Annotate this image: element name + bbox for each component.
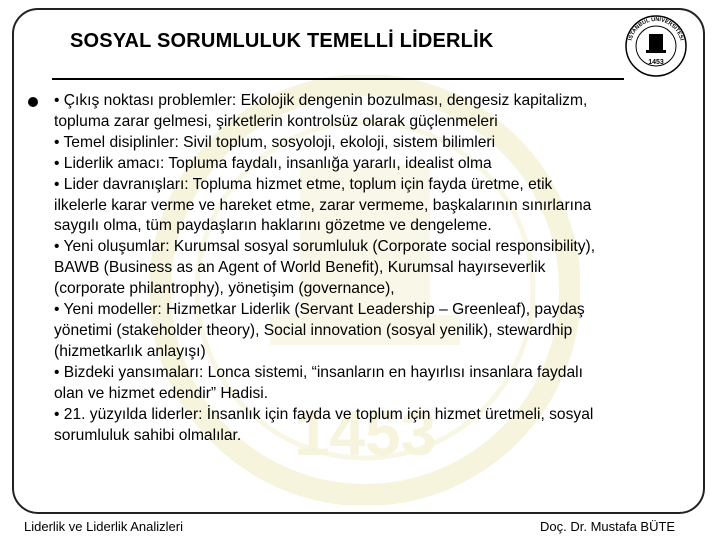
body-line: • 21. yüzyılda liderler: İnsanlık için fayda ve toplum için hizmet üretmeli, sosyal (54, 405, 594, 423)
body-line: • Yeni oluşumlar: Kurumsal sosyal sorumluluk (Corporate social responsibility), (54, 238, 596, 256)
bullet-marker (28, 97, 38, 107)
body-line: olan ve hizmet edendir” Hadisi. (54, 384, 269, 402)
body-line: • Liderlik amacı: Topluma faydalı, insanlığa yararlı, idealist olma (54, 154, 492, 172)
body-line: • Lider davranışları: Topluma hizmet etme, toplum için fayda üretme, etik (54, 175, 553, 193)
title-underline (52, 78, 624, 80)
body-line: • Yeni modeller: Hizmetkar Liderlik (Servant Leadership – Greenleaf), paydaş (54, 301, 585, 319)
slide-title: SOSYAL SORUMLULUK TEMELLİ LİDERLİK (70, 30, 494, 52)
university-logo (624, 14, 688, 78)
body-line: saygılı olma, tüm paydaşların haklarını gözetme ve dengeleme. (54, 217, 492, 235)
body-line: topluma zarar gelmesi, şirketlerin kontrolsüz olarak güçlenmeleri (54, 112, 498, 130)
logo-year: 1453 (648, 59, 664, 66)
body-line: BAWB (Business as an Agent of World Benefit), Kurumsal hayırseverlik (54, 259, 546, 277)
slide-body (54, 91, 694, 446)
body-line: (hizmetkarlık anlayışı) (54, 342, 206, 360)
footer-course-title: Liderlik ve Liderlik Analizleri (24, 519, 183, 534)
body-line: • Temel disiplinler: Sivil toplum, sosyoloji, ekoloji, sistem bilimleri (54, 133, 496, 151)
body-line: (corporate philantrophy), yönetişim (governance), (54, 280, 395, 298)
body-line: ilkelerle karar verme ve hareket etme, zarar vermeme, başkalarının sınırlarına (54, 196, 592, 214)
watermark-year: 1453 (293, 397, 437, 469)
body-line: • Çıkış noktası problemler: Ekolojik dengenin bozulması, dengesiz kapitalizm, (54, 92, 588, 109)
body-line: sorumluluk sahibi olmalılar. (54, 426, 242, 444)
footer-author: Doç. Dr. Mustafa BÜTE (540, 519, 676, 534)
body-line: • Bizdeki yansımaları: Lonca sistemi, “insanların en hayırlısı insanlara faydalı (54, 363, 583, 381)
logo-ring-text: İSTANBUL ÜNİVERSİTESİ (627, 16, 685, 42)
body-line: yönetimi (stakeholder theory), Social innovation (sosyal yenilik), stewardhip (54, 321, 573, 339)
